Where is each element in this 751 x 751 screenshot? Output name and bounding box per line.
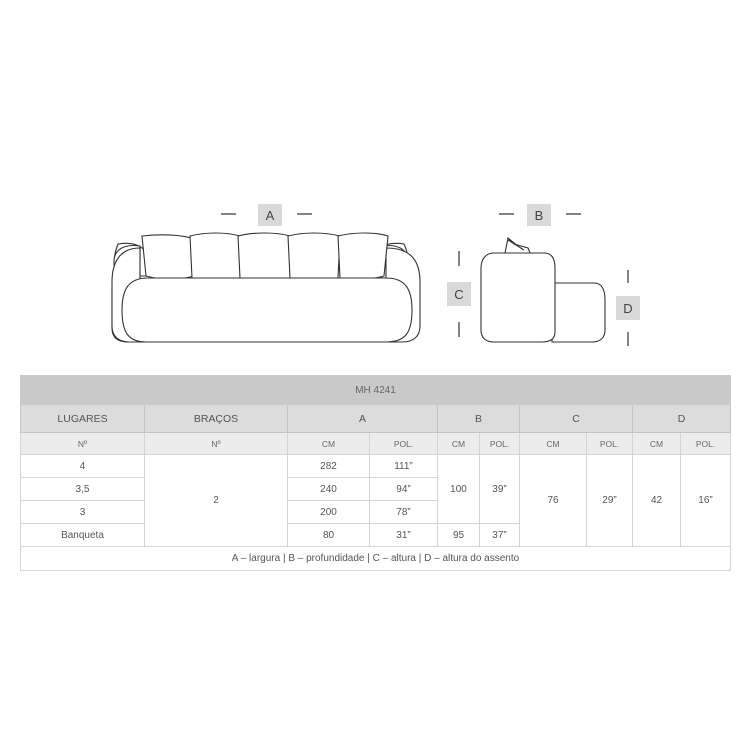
cell-a-cm: 240 — [288, 478, 370, 501]
subheader-c-pol: POL. — [587, 433, 633, 455]
cell-b-cm: 100 — [438, 455, 480, 524]
cell-lugares: 4 — [21, 455, 145, 478]
dimension-b-label: B — [534, 208, 544, 223]
table-row — [21, 455, 731, 478]
sofa-side-view — [481, 238, 605, 342]
subheader-a-pol: POL. — [370, 433, 438, 455]
subheader-d-cm: CM — [633, 433, 681, 455]
subheader-a-cm: CM — [288, 433, 370, 455]
header-bracos: BRAÇOS — [145, 405, 288, 433]
sofa-front-view — [112, 233, 420, 342]
cell-lugares: 3,5 — [21, 478, 145, 501]
cell-c-pol: 29” — [587, 455, 633, 547]
dimension-d-label: D — [623, 301, 633, 316]
subheader-bracos: Nº — [145, 433, 288, 455]
table-legend: A – largura | B – profundidade | C – altura | D – altura do assento — [21, 547, 731, 571]
cell-a-pol: 31” — [370, 524, 438, 547]
dimension-c-label: C — [454, 287, 464, 302]
subheader-lugares: Nº — [21, 433, 145, 455]
cell-c-cm: 76 — [520, 455, 587, 547]
cell-a-cm: 200 — [288, 501, 370, 524]
spec-table — [20, 375, 731, 571]
dimension-a — [221, 204, 312, 226]
cell-d-cm: 42 — [633, 455, 681, 547]
dimension-d — [616, 270, 640, 346]
subheader-c-cm: CM — [520, 433, 587, 455]
subheader-b-pol: POL. — [480, 433, 520, 455]
cell-a-pol: 111” — [370, 455, 438, 478]
cell-bracos: 2 — [145, 455, 288, 547]
cell-b-pol: 37” — [480, 524, 520, 547]
dimension-c — [447, 251, 471, 337]
sofa-drawing — [0, 0, 751, 375]
subheader-d-pol: POL. — [681, 433, 731, 455]
cell-a-pol: 78” — [370, 501, 438, 524]
table-title: MH 4241 — [21, 376, 731, 405]
cell-lugares: Banqueta — [21, 524, 145, 547]
header-b: B — [438, 405, 520, 433]
cell-a-pol: 94” — [370, 478, 438, 501]
header-d: D — [633, 405, 731, 433]
dimension-b — [499, 204, 581, 226]
header-lugares: LUGARES — [21, 405, 145, 433]
cell-d-pol: 16” — [681, 455, 731, 547]
cell-b-pol: 39” — [480, 455, 520, 524]
cell-a-cm: 282 — [288, 455, 370, 478]
cell-b-cm: 95 — [438, 524, 480, 547]
dimension-a-label: A — [265, 208, 275, 223]
cell-lugares: 3 — [21, 501, 145, 524]
header-a: A — [288, 405, 438, 433]
header-c: C — [520, 405, 633, 433]
subheader-b-cm: CM — [438, 433, 480, 455]
cell-a-cm: 80 — [288, 524, 370, 547]
